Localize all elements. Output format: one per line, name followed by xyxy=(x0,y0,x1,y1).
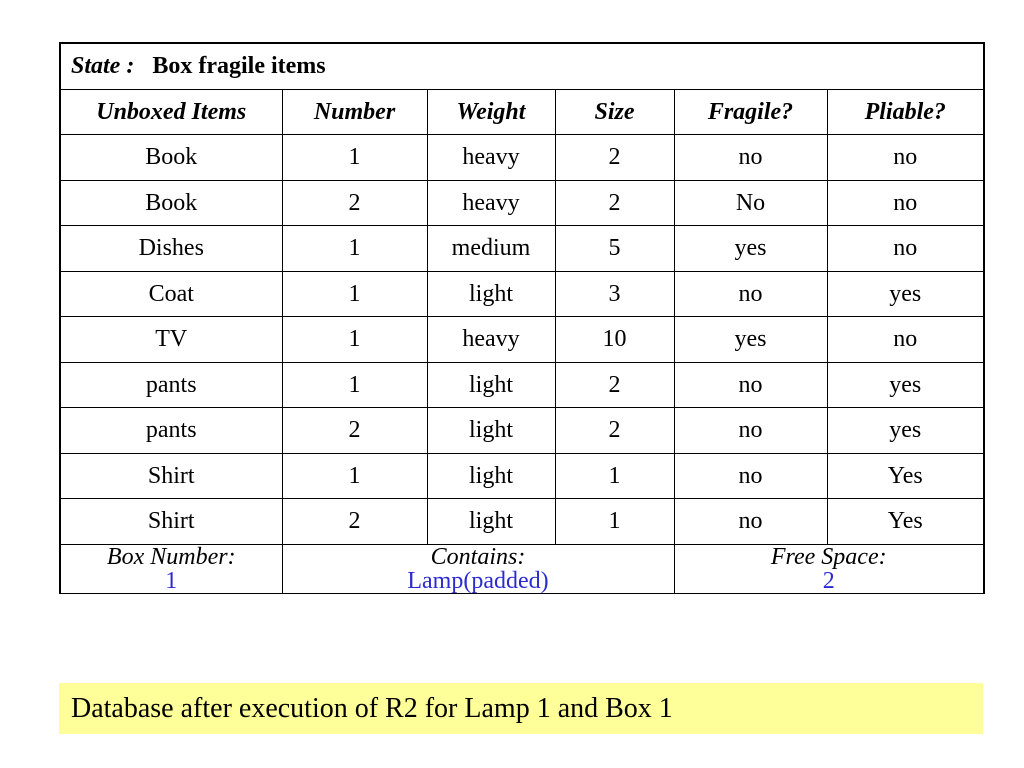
table-cell: 2 xyxy=(555,135,674,181)
table-row xyxy=(60,362,984,408)
table-cell: yes xyxy=(674,317,827,363)
column-header: Unboxed Items xyxy=(60,89,282,135)
table-cell: heavy xyxy=(427,317,555,363)
table-row xyxy=(60,135,984,181)
table-cell: Coat xyxy=(60,271,282,317)
table-cell: 2 xyxy=(555,180,674,226)
table-cell: light xyxy=(427,453,555,499)
table-cell: 1 xyxy=(282,226,427,272)
table-cell: light xyxy=(427,408,555,454)
contains-value: Lamp(padded) xyxy=(407,567,549,594)
table-cell: light xyxy=(427,499,555,545)
table-cell: yes xyxy=(827,271,984,317)
table-cell: no xyxy=(827,135,984,181)
column-header: Fragile? xyxy=(674,89,827,135)
box-number-label: Box Number: xyxy=(106,543,236,570)
table-row xyxy=(60,408,984,454)
state-value: Box fragile items xyxy=(152,53,326,80)
table-cell: no xyxy=(827,180,984,226)
table-cell: no xyxy=(674,453,827,499)
table-cell: light xyxy=(427,362,555,408)
table-cell: 1 xyxy=(282,453,427,499)
table-cell: no xyxy=(827,226,984,272)
column-header: Size xyxy=(555,89,674,135)
table-row xyxy=(60,180,984,226)
column-header: Number xyxy=(282,89,427,135)
box-number-value: 1 xyxy=(165,567,178,594)
state-cell xyxy=(60,43,984,89)
header-row xyxy=(60,89,984,135)
table-row xyxy=(60,453,984,499)
table-cell: 1 xyxy=(282,362,427,408)
table-cell: 10 xyxy=(555,317,674,363)
column-header: Pliable? xyxy=(827,89,984,135)
table-row xyxy=(60,317,984,363)
table-cell: light xyxy=(427,271,555,317)
table-cell: yes xyxy=(827,362,984,408)
table-cell: 2 xyxy=(555,408,674,454)
table-cell: 1 xyxy=(282,271,427,317)
table-cell: Shirt xyxy=(60,453,282,499)
table-cell: heavy xyxy=(427,135,555,181)
box-number-cell xyxy=(60,544,282,593)
table-cell: no xyxy=(674,499,827,545)
table-cell: Dishes xyxy=(60,226,282,272)
table-row xyxy=(60,499,984,545)
table-cell: Yes xyxy=(827,499,984,545)
caption: Database after execution of R2 for Lamp 1 and Box 1 xyxy=(59,683,983,734)
table-cell: no xyxy=(674,135,827,181)
table-cell: medium xyxy=(427,226,555,272)
table-cell: no xyxy=(674,362,827,408)
table-cell: 1 xyxy=(555,453,674,499)
table-cell: TV xyxy=(60,317,282,363)
column-header: Weight xyxy=(427,89,555,135)
state-row xyxy=(60,43,984,89)
state-table xyxy=(59,42,985,594)
table-cell: Book xyxy=(60,135,282,181)
table-row xyxy=(60,226,984,272)
table-row xyxy=(60,271,984,317)
table-cell: no xyxy=(827,317,984,363)
table-cell: no xyxy=(674,271,827,317)
state-label: State : xyxy=(71,53,135,80)
table-cell: No xyxy=(674,180,827,226)
table-cell: 2 xyxy=(282,180,427,226)
table-cell: Book xyxy=(60,180,282,226)
free-space-value: 2 xyxy=(822,567,835,594)
table-cell: heavy xyxy=(427,180,555,226)
table-cell: 2 xyxy=(282,499,427,545)
footer-row xyxy=(60,544,984,593)
table-cell: yes xyxy=(674,226,827,272)
table-cell: 2 xyxy=(282,408,427,454)
table-cell: Yes xyxy=(827,453,984,499)
table-cell: 1 xyxy=(282,317,427,363)
table-cell: 2 xyxy=(555,362,674,408)
table-cell: 1 xyxy=(282,135,427,181)
contains-cell xyxy=(282,544,674,593)
table-cell: 1 xyxy=(555,499,674,545)
table-cell: pants xyxy=(60,408,282,454)
table-cell: no xyxy=(674,408,827,454)
table-cell: Shirt xyxy=(60,499,282,545)
table-cell: 3 xyxy=(555,271,674,317)
table-body xyxy=(60,135,984,545)
table-cell: pants xyxy=(60,362,282,408)
free-space-cell xyxy=(674,544,984,593)
table-cell: 5 xyxy=(555,226,674,272)
contains-label: Contains: xyxy=(430,543,526,570)
table-cell: yes xyxy=(827,408,984,454)
free-space-label: Free Space: xyxy=(770,543,887,570)
